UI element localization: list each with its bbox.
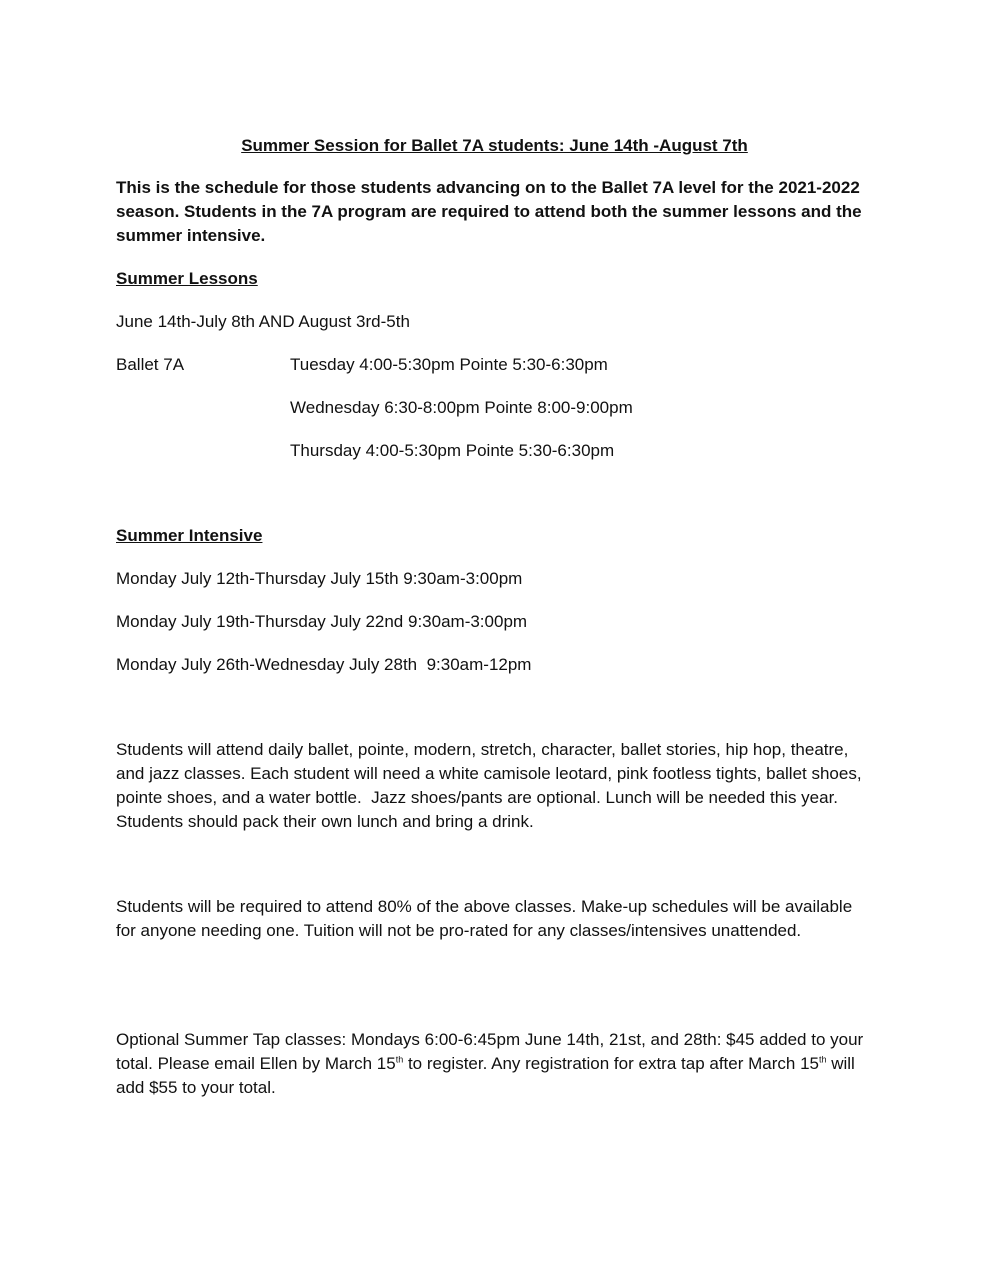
intensive-week: Monday July 26th-Wednesday July 28th 9:30am-12pm — [116, 655, 532, 674]
summer-intensive-heading: Summer Intensive — [116, 526, 263, 545]
tap-text: will add $55 to your total. — [116, 1054, 855, 1097]
class-name: Ballet 7A — [116, 355, 185, 374]
tap-text: to register. Any registration for extra tap after March 15 — [403, 1054, 819, 1073]
document-title: Summer Session for Ballet 7A students: June 14th -August 7th — [241, 136, 748, 155]
ordinal-suffix: th — [818, 1054, 827, 1065]
tap-text: Optional Summer Tap classes: Mondays 6:00-6:45pm June 14th, 21st, and 28th: $45 added to your total. Please email Ellen by March 15 — [116, 1030, 864, 1073]
intensive-week: Monday July 19th-Thursday July 22nd 9:30am-3:00pm — [116, 612, 528, 631]
attendance-paragraph: Students will be required to attend 80% of the above classes. Make-up schedules will be available for anyone needing one. Tuition will not be pro-rated for any classes/intensives unattended. — [116, 897, 853, 940]
ordinal-suffix: th — [395, 1054, 404, 1065]
schedule-line: Tuesday 4:00-5:30pm Pointe 5:30-6:30pm — [290, 355, 608, 374]
summer-lessons-dates: June 14th-July 8th AND August 3rd-5th — [116, 312, 410, 331]
intensive-week: Monday July 12th-Thursday July 15th 9:30am-3:00pm — [116, 569, 523, 588]
schedule-line: Wednesday 6:30-8:00pm Pointe 8:00-9:00pm — [290, 398, 633, 417]
summer-lessons-heading: Summer Lessons — [116, 269, 258, 288]
intro-paragraph: This is the schedule for those students advancing on to the Ballet 7A level for the 2021-2022 season. Students in the 7A program are required to attend both the summer lessons and the summer intensive. — [116, 178, 862, 245]
classes-paragraph: Students will attend daily ballet, pointe, modern, stretch, character, ballet stories, hip hop, theatre, and jazz classes. Each student will need a white camisole leotard, pink footless tights, ballet shoes, pointe shoes, and a water bottle. Jazz shoes/pants are optional. Lunch will be needed this year. Students should pack their own lunch and bring a drink. — [116, 740, 867, 831]
schedule-line: Thursday 4:00-5:30pm Pointe 5:30-6:30pm — [290, 441, 615, 460]
tap-paragraph — [116, 1028, 876, 1100]
